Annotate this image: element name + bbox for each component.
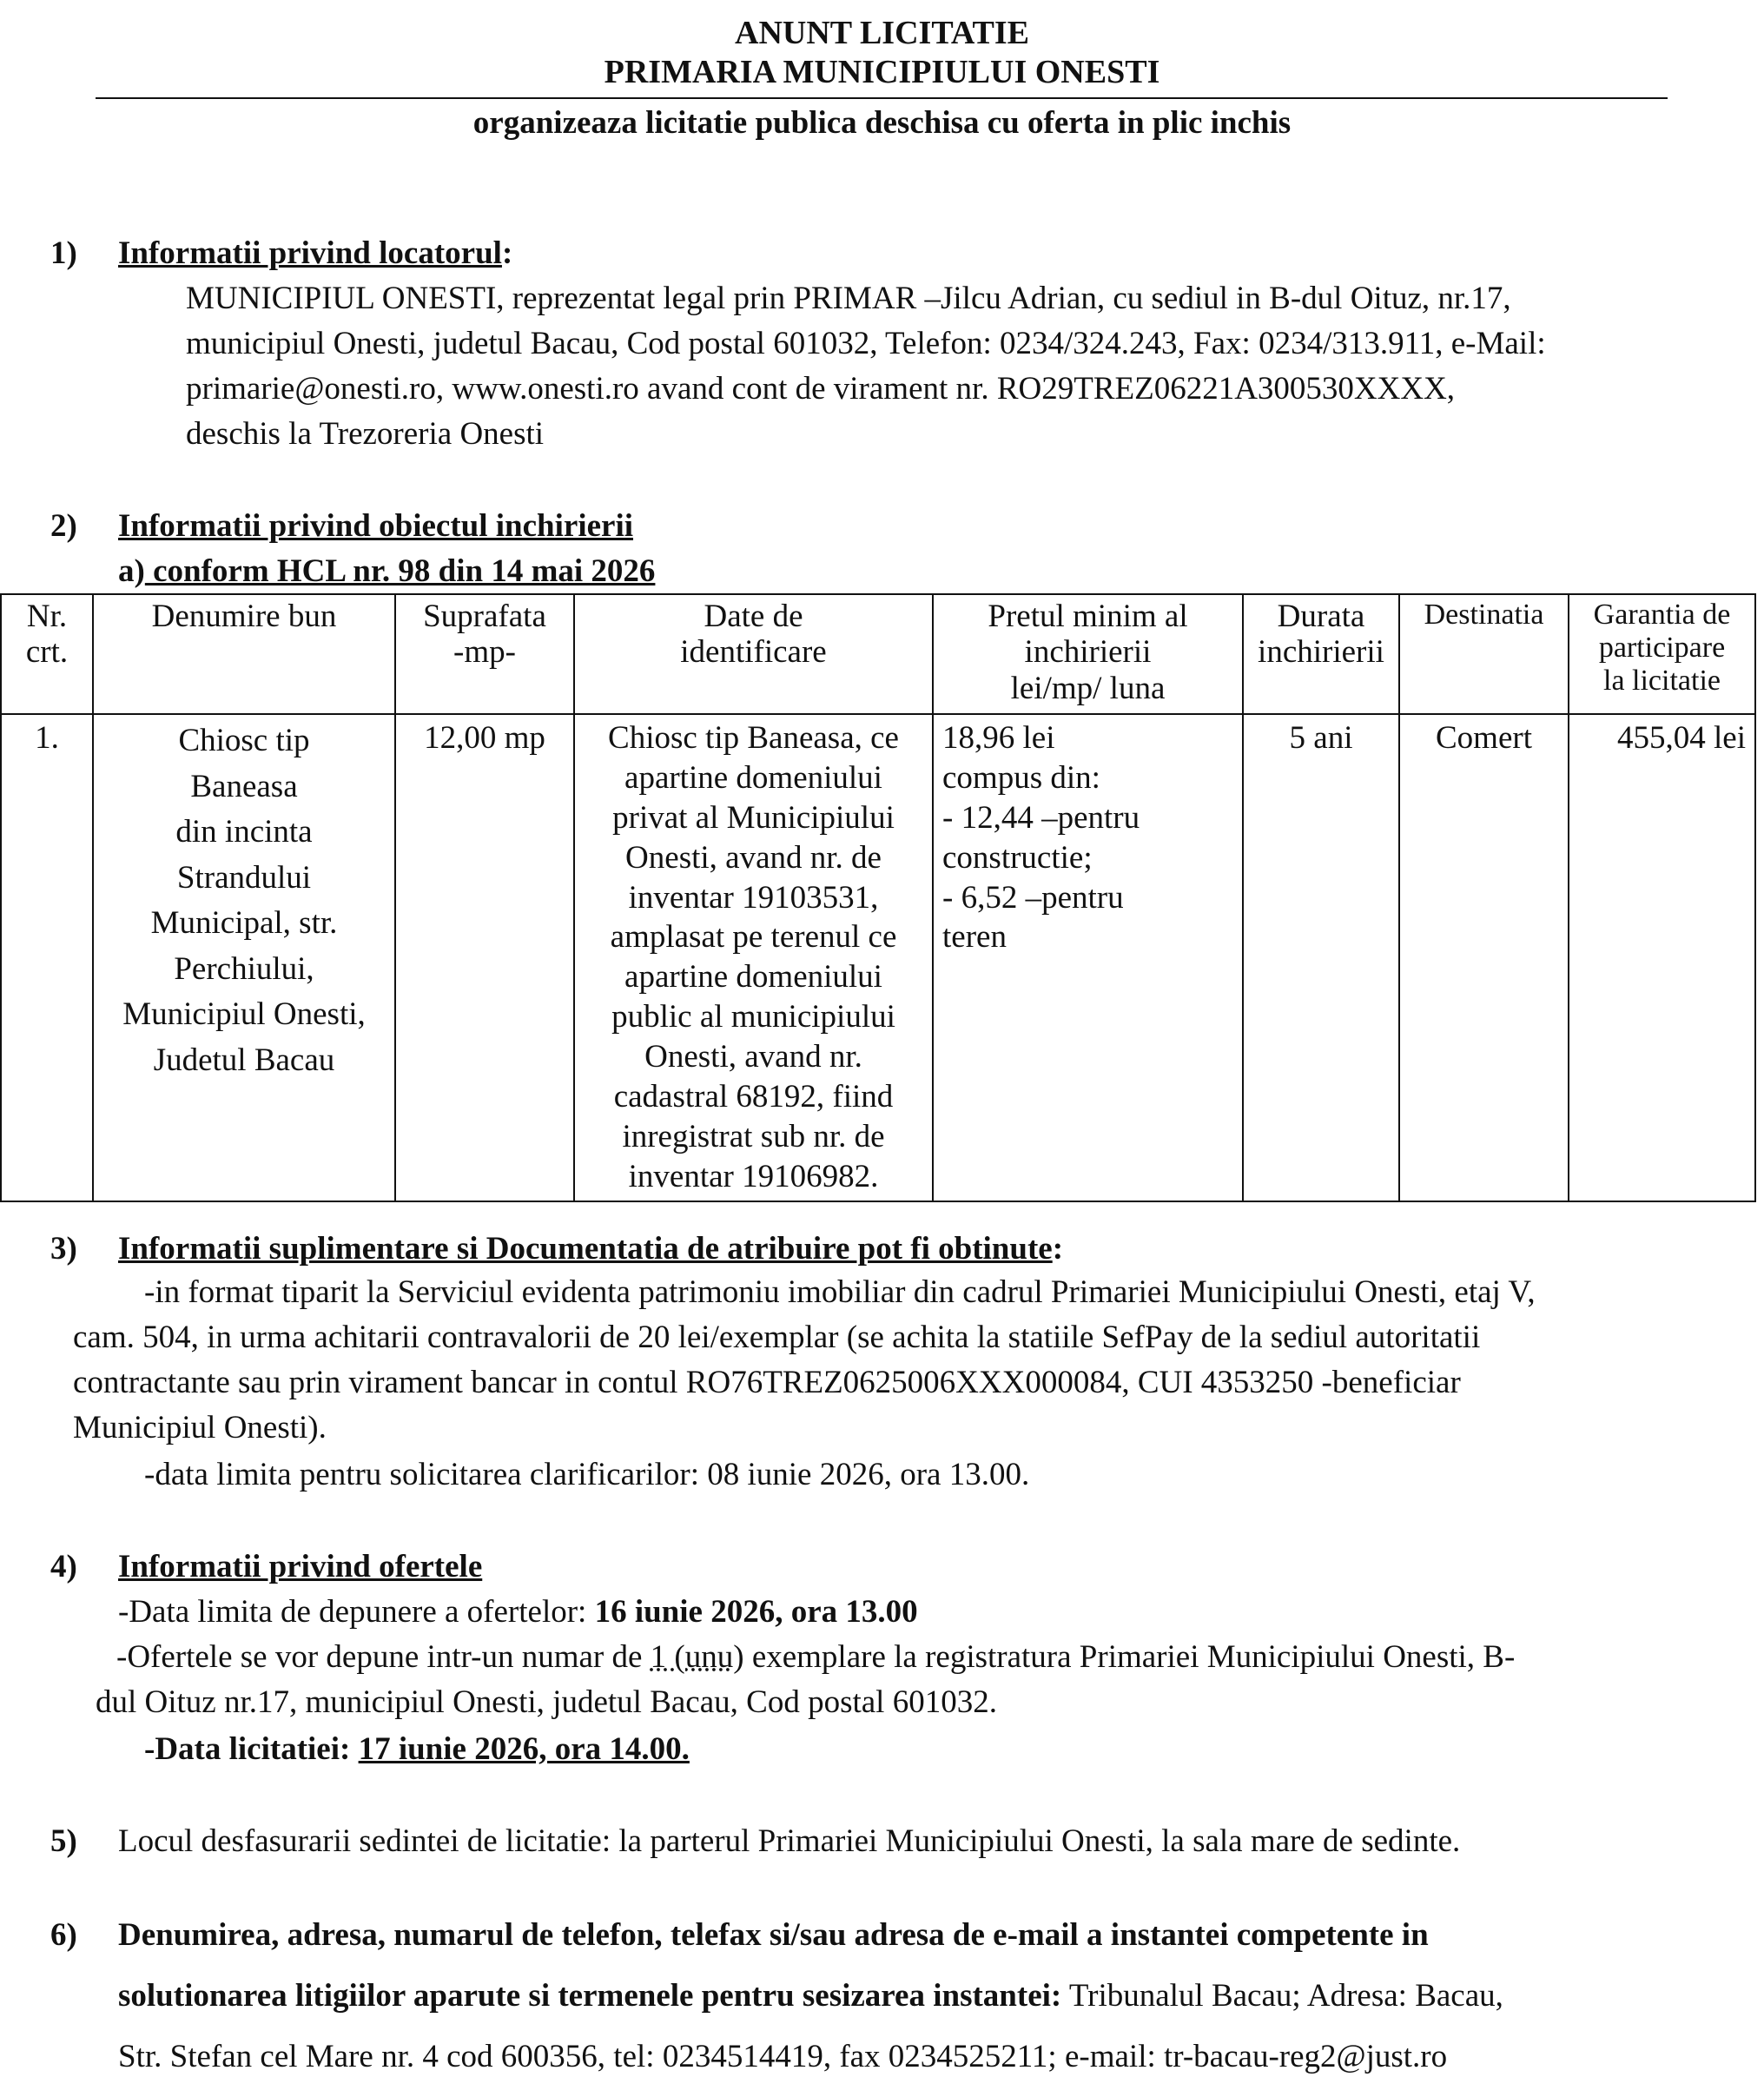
cell-pret [933,714,1243,1201]
court-heading-cont: solutionarea litigiilor aparute si termenele pentru sesizarea instantei: [118,1978,1062,2014]
court-line [118,1974,1503,2020]
announcement-title: ANUNT LICITATIE [735,15,1029,51]
header-text: inchirierii [1024,634,1152,671]
header-text: la licitatie [1603,665,1721,698]
header-text: Garantia de [1593,599,1731,631]
cell-line: inventar 19103531, [628,879,879,916]
header-text: Durata [1277,599,1365,634]
cell-line: compus din: [942,759,1100,796]
header-text: Suprafata [423,599,546,634]
header-destinatia [1399,594,1569,714]
doc-line: cam. 504, in urma achitarii contravalorii de 20 lei/exemplar (se achita la statiile SefPay de la sediul autoritatii [73,1320,1481,1355]
locator-line-text: primarie@onesti.ro, www.onesti.ro avand cont de virament nr. RO29TREZ06221A300530XXXX, [186,371,1456,407]
cell-suprafata: 12,00 mp [395,714,574,1201]
cell-line: Onesti, avand nr. de [625,839,882,876]
header-text: -mp- [453,634,516,671]
header-suprafata [395,594,574,714]
header-text: inchirierii [1258,634,1384,671]
cell-line: apartine domeniului [624,959,882,996]
cell-line: Strandului [176,859,312,896]
cell-line: Perchiului, [174,950,314,987]
cell-line: public al municipiului [611,999,895,1035]
announcement-subtitle: organizeaza licitatie publica deschisa cu oferta in plic inchis [472,105,1292,141]
locator-line: municipiul Onesti, judetul Bacau, Cod postal 601032, Telefon: 0234/324.243, Fax: 0234/313.911, e-Mail: [186,326,1546,361]
cell-line: 18,96 lei [942,720,1055,756]
venue-text: Locul desfasurarii sedintei de licitatie: la parterul Primariei Municipiului Onesti, la sala mare de sedinte. [118,1823,1461,1859]
title-divider [96,97,1668,99]
cell-line: constructie; [942,839,1093,876]
court-heading-line: Denumirea, adresa, numarul de telefon, telefax si/sau adresa de e-mail a instantei competente in [118,1917,1429,1953]
offer-copies-pre: -Ofertele se vor depune intr-un numar de [116,1639,651,1675]
cell-line: Baneasa [190,768,298,804]
section-number: 2) [50,508,77,544]
section-number: 4) [50,1549,77,1584]
header-text: identificare [680,634,827,671]
cell-durata: 5 ani [1243,714,1399,1201]
header-text: Destinatia [1424,599,1544,631]
cell-date [574,714,933,1201]
cell-line: Municipiul Onesti, [122,996,366,1033]
cell-line: din incinta [175,814,313,850]
section-heading: Informatii privind obiectul inchirierii [118,508,634,544]
cell-line: - 12,44 –pentru [942,799,1140,836]
header-pret [933,594,1243,714]
header-denumire [93,594,395,714]
rental-table [0,593,1756,1202]
header-durata [1243,594,1399,714]
cell-line: inventar 19106982. [628,1158,879,1194]
section-heading: Informatii privind ofertele [118,1549,483,1584]
section-number: 5) [50,1823,77,1859]
cell-line: Onesti, avand nr. [644,1039,862,1075]
cell-line: amplasat pe terenul ce [610,919,897,956]
table-row [1,714,1755,1201]
header-garantia [1569,594,1755,714]
locator-line: deschis la Trezoreria Onesti [186,416,545,452]
auction-date [144,1727,690,1773]
offer-copies-post: exemplare la registratura Primariei Municipiului Onesti, B- [743,1639,1516,1675]
doc-line: contractante sau prin virament bancar in contul RO76TREZ0625006XXX000084, CUI 4353250 -beneficiar [73,1365,1461,1400]
offer-deadline-label: -Data limita de depunere a ofertelor: [118,1594,595,1630]
header-date [574,594,933,714]
section-heading [118,231,512,277]
institution-title: PRIMARIA MUNICIPIULUI ONESTI [604,54,1160,90]
cell-line: teren [942,919,1007,956]
header-nr [1,594,93,714]
section-number: 6) [50,1917,77,1953]
hcl-text: conform HCL nr. 98 din 14 mai 2026 [144,553,656,589]
section-number: 1) [50,235,77,271]
cell-line: Chiosc tip [178,723,310,758]
header-text: Denumire bun [151,599,337,634]
section-heading [118,1227,1063,1273]
cell-line: Judetul Bacau [153,1042,335,1078]
hcl-reference [118,549,655,595]
header-text: crt. [25,634,69,671]
section-heading-text: Informatii privind locatorul [118,235,502,271]
cell-line: cadastral 68192, fiind [613,1078,894,1115]
header-text: Pretul minim al [988,599,1188,634]
section-number: 3) [50,1231,77,1267]
offer-address-line: dul Oituz nr.17, municipiul Onesti, judetul Bacau, Cod postal 601032. [96,1684,997,1720]
header-text: participare [1598,632,1726,665]
cell-line: privat al Municipiului [612,799,895,836]
clarification-deadline: -data limita pentru solicitarea clarificarilor: 08 iunie 2026, ora 13.00. [144,1457,1030,1492]
cell-line: Municipal, str. [150,905,338,942]
cell-denumire [93,714,395,1201]
hcl-prefix: a) [118,553,145,589]
doc-line: Municipiul Onesti). [73,1410,327,1445]
table-header-row [1,594,1755,714]
header-text: lei/mp/ luna [1010,670,1166,706]
cell-garantia: 455,04 lei [1569,714,1755,1201]
header-text: Nr. [26,599,68,634]
cell-line: inregistrat sub nr. de [622,1118,885,1154]
offer-deadline-value: 16 iunie 2026, ora 13.00 [594,1594,918,1630]
cell-nr: 1. [1,714,93,1201]
heading-suffix: : [1052,1231,1064,1267]
locator-line: MUNICIPIUL ONESTI, reprezentat legal prin PRIMAR –Jilcu Adrian, cu sediul in B-dul Oituz, nr.17, [186,281,1511,316]
header-text: Date de [704,599,803,634]
cell-line: apartine domeniului [624,759,882,796]
offer-copies-line [116,1635,1668,1681]
cell-line: - 6,52 –pentru [942,879,1124,916]
auction-date-label: -Data licitatiei: [144,1731,359,1767]
offer-copies-count: 1 (unu) [650,1639,744,1675]
auction-date-value: 17 iunie 2026, ora 14.00. [358,1731,690,1767]
cell-destinatia: Comert [1399,714,1569,1201]
doc-line: -in format tiparit la Serviciul evidenta patrimoniu imobiliar din cadrul Primariei Municipiului Onesti, etaj V, [144,1274,1536,1310]
section-heading-text: Informatii suplimentare si Documentatia de atribuire pot fi obtinute [118,1231,1053,1267]
offer-deadline [118,1590,918,1636]
court-contact-line: Str. Stefan cel Mare nr. 4 cod 600356, tel: 0234514419, fax 0234525211; e-mail: tr-bacau-reg2@just.ro [118,2039,1448,2074]
cell-line: Chiosc tip Baneasa, ce [608,720,899,756]
heading-suffix: : [501,235,513,271]
locator-line [186,367,1668,413]
court-name: Tribunalul Bacau; Adresa: Bacau, [1061,1978,1503,2014]
